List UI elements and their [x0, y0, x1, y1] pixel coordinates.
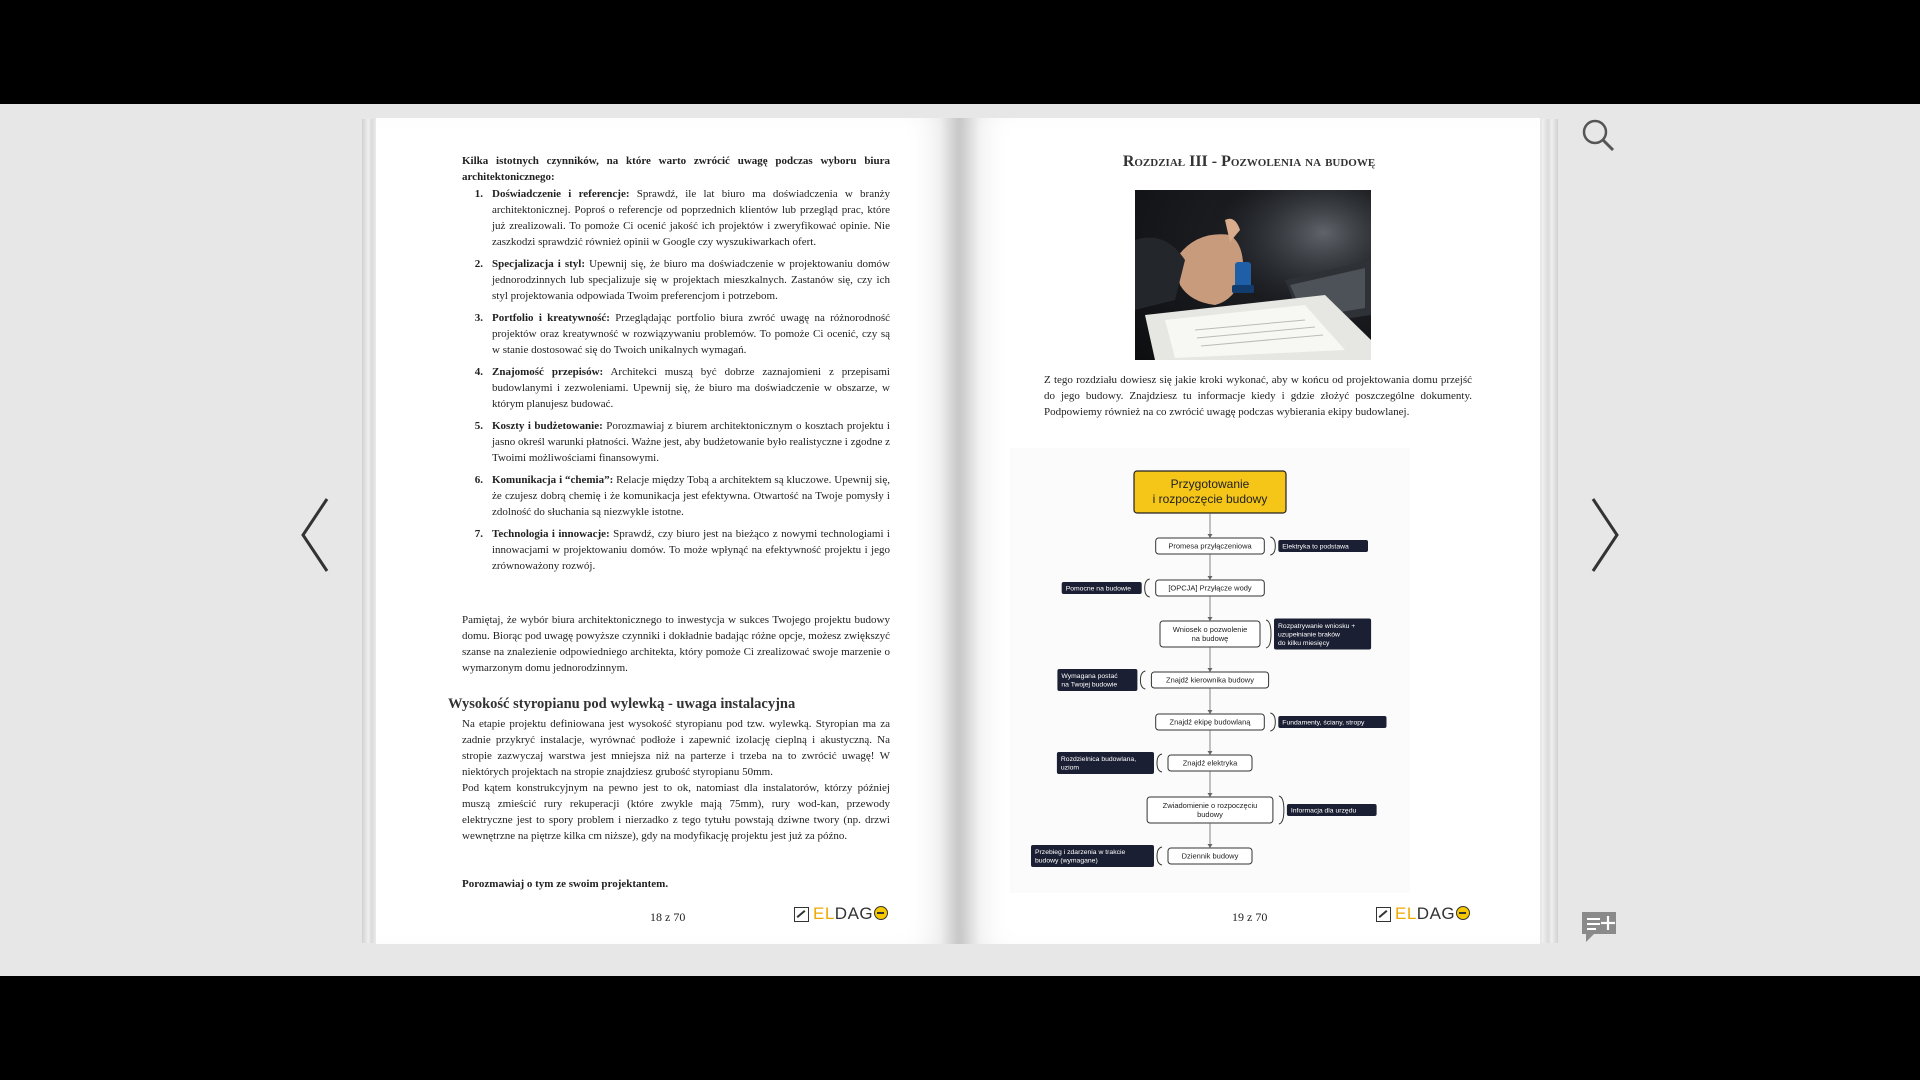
logo-o-icon [874, 906, 888, 920]
book-spine [940, 118, 980, 944]
flow-note-text: uzupełnianie braków [1278, 631, 1340, 639]
factor-title: Technologia i innowacje: [492, 528, 610, 540]
eldago-logo [1376, 904, 1470, 924]
bottom-letterbox [0, 976, 1920, 1080]
flow-step-label: Wniosek o pozwolenie [1172, 625, 1248, 635]
factor-body [492, 186, 890, 250]
factor-title: Doświadczenie i referencje: [492, 188, 630, 200]
factors-intro: Kilka istotnych czynników, na które warto zwrócić uwagę podczas wyboru biura architektonicznego: [462, 155, 890, 183]
logo-text-dag: DAG [834, 904, 874, 923]
logo-mark-icon [1376, 907, 1391, 922]
flow-note-text: Wymagana postać [1061, 673, 1118, 681]
chevron-right-icon [1585, 495, 1625, 575]
page-stack-right [1542, 119, 1558, 943]
add-note-button[interactable] [1580, 910, 1618, 946]
flow-note-text: Elektryka to podstawa [1282, 543, 1349, 551]
factor-text: Upewnij się, że biuro ma doświadczenie w projektowaniu domów jednorodzinnych lub specjalizuje się w projektach mieszkalnych. Zastanów się, czy ich styl projektowania odpowiada Twoim preferencjom i potrzebom. [492, 258, 890, 302]
eldago-logo [794, 904, 888, 924]
chapter-photo [1135, 190, 1371, 360]
factor-item [462, 472, 890, 520]
flowchart-svg [1010, 448, 1410, 893]
factor-title: Komunikacja i “chemia”: [492, 474, 614, 486]
page-right[interactable] [958, 118, 1540, 944]
flow-note-text: Rozdzielnica budowlana, [1060, 756, 1137, 764]
search-button[interactable] [1580, 117, 1616, 153]
factor-number: 4. [474, 366, 483, 378]
factor-text: Sprawdź, czy biuro jest na bieżąco z nowymi technologiami i innowacjami w projektowaniu domów. To może wpłynąć na efektywność projektu i jego zrównoważony rozwój. [492, 528, 890, 572]
section-paragraph: Na etapie projektu definiowana jest wysokość styropianu pod tzw. wylewką. Styropian ma za zadnie przykryć instalacje, wyrównać podłoże i zapewnić izolację cieplną i akustyczną. Na stropie zazwyczaj warstwa jest mniejsza niż na parterze i trzeba na to zwrócić uwagę! W niektórych projektach na stropie znajdziesz grubość styropianu 50mm. [462, 718, 890, 778]
search-icon [1580, 117, 1616, 153]
factor-number: 2. [474, 258, 483, 270]
flow-step-label: Znajdź kierownika budowy [1166, 675, 1254, 685]
factor-text: Architekci muszą być dobrze zaznajomieni z przepisami budowlanymi i zezwoleniami. Upewnij się, że biuro ma doświadczenie w obszarze, w którym planujesz budować. [492, 366, 890, 410]
closing-note: Porozmawiaj o tym ze swoim projektantem. [462, 878, 669, 890]
flow-note-text: budowy (wymagane) [1035, 857, 1098, 865]
logo-text-el: EL [1395, 904, 1417, 923]
page-number: 19 z 70 [1232, 910, 1268, 924]
factor-item [462, 310, 890, 358]
factor-text: Relacje między Tobą a architektem są kluczowe. Upewnij się, że czujesz dobrą chemię i że komunikacja jest efektywna. Otwartość na Twoje pomysły i zdolność do słuchania są niezwykle istotne. [492, 474, 890, 518]
factor-body [492, 256, 890, 304]
factor-body [492, 472, 890, 520]
factor-number: 6. [474, 474, 483, 486]
factor-number: 3. [474, 312, 483, 324]
chapter-intro: Z tego rozdziału dowiesz się jakie kroki wykonać, aby w końcu od projektowania domu przejść do jego budowy. Znajdziesz tu informacje kiedy i gdzie złożyć poszczególne dokumenty. Podpowiemy również na co zwrócić uwagę podczas wybierania ekipy budowlanej. [1044, 374, 1472, 418]
flow-step-label: Promesa przyłączeniowa [1168, 541, 1252, 551]
add-note-icon [1580, 910, 1618, 946]
flow-note-text: Rozpatrywanie wniosku + [1278, 622, 1356, 630]
factor-item [462, 186, 890, 250]
page-number: 18 z 70 [650, 910, 686, 924]
flow-start-subtitle: i rozpoczęcie budowy [1152, 492, 1268, 506]
factor-item [462, 364, 890, 412]
factor-text: Przeglądając portfolio biura zwróć uwagę na różnorodność projektów oraz kreatywność w rozwiązywaniu problemów. To pomoże Ci ocenić, czy są w stanie dostosować się do Twoich unikalnych wymagań. [492, 312, 890, 356]
flow-step-label: Znajdź elektryka [1182, 758, 1238, 768]
flow-step-label: budowy [1197, 810, 1223, 820]
logo-o-icon [1456, 906, 1470, 920]
summary-paragraph: Pamiętaj, że wybór biura architektonicznego to inwestycja w sukces Twojego projektu budowy domu. Biorąc pod uwagę powyższe czynniki i dokładnie badając różne opcje, możesz zwiększyć szanse na znalezienie odpowiedniego architekta, który pomoże Ci zrealizować swoje marzenie o wymarzonym domu jednorodzinnym. [462, 614, 890, 674]
factor-title: Portfolio i kreatywność: [492, 312, 610, 324]
flow-note-text: Informacja dla urzędu [1290, 807, 1357, 815]
construction-flowchart [1010, 448, 1410, 893]
chevron-left-icon [295, 495, 335, 575]
factor-item [462, 526, 890, 574]
flow-step-label: Znajdź ekipę budowlaną [1169, 717, 1251, 727]
factor-item [462, 418, 890, 466]
flow-note-text: Fundamenty, ściany, stropy [1282, 719, 1365, 727]
flow-note-text: uziom [1060, 764, 1080, 772]
logo-text-el: EL [813, 904, 835, 923]
factor-number: 7. [474, 528, 483, 540]
section-body [462, 716, 890, 844]
factor-title: Specjalizacja i styl: [492, 258, 586, 270]
factor-item [462, 256, 890, 304]
flow-step-label: [OPCJA] Przyłącze wody [1168, 583, 1252, 593]
factor-text: Porozmawiaj z biurem architektonicznym o kosztach projektu i jasno określ warunki płatności. Ważne jest, aby budżetowanie było realistyczne i zgodne z Twoimi możliwościami finansowymi. [492, 420, 890, 464]
stamping-document-photo [1135, 190, 1371, 360]
factor-text: Sprawdź, ile lat biuro ma doświadczenia w branży architektonicznej. Poproś o referencje od poprzednich klientów lub przegląd prac, które już zrealizowali. To pomoże Ci ocenić jakość ich projektów i zweryfikować opinie. Nie zaszkodzi sprawdzić również opinii w Google czy wyszukiwarkach ofert. [492, 188, 890, 248]
logo-text-dag: DAG [1416, 904, 1456, 923]
flow-step-label: Zwiadomienie o rozpoczęciu [1162, 801, 1258, 811]
section-heading: Wysokość styropianu pod wylewką - uwaga instalacyjna [448, 696, 796, 712]
section-paragraph: Pod kątem konstrukcyjnym na pewno jest to ok, natomiast dla instalatorów, którzy później muszą zmieścić rury rekuperacji (które zwykle mają 75mm), rury wod-kan, przewody elektryczne jest to spory problem i nierzadko z tego tytułu powstają dziwne twory (np. drzwi wewnętrzne na piętrze kilka cm niższe), gdy na modyfikację projektu jest już za późno. [462, 782, 890, 842]
factor-title: Koszty i budżetowanie: [492, 420, 603, 432]
flow-note-text: Przebieg i zdarzenia w trakcie [1035, 849, 1126, 857]
factor-list [462, 186, 890, 580]
factor-body [492, 310, 890, 358]
flow-note-text: na Twojej budowie [1061, 681, 1118, 689]
logo-mark-icon [794, 907, 809, 922]
page-left[interactable] [376, 118, 958, 944]
flow-start-title: Przygotowanie [1170, 477, 1250, 491]
flow-note-text: Pomocne na budowie [1065, 585, 1132, 593]
factor-number: 1. [474, 188, 483, 200]
factor-body [492, 418, 890, 466]
top-letterbox [0, 0, 1920, 104]
flow-note-text: do kilku miesięcy [1278, 639, 1330, 647]
factor-body [492, 526, 890, 574]
factor-body [492, 364, 890, 412]
flow-step-label: Dziennik budowy [1181, 851, 1239, 861]
factor-title: Znajomość przepisów: [492, 366, 604, 378]
chapter-title: Rozdział III - Pozwolenia na budowę [1122, 153, 1376, 170]
next-page-button[interactable] [1585, 495, 1625, 575]
previous-page-button[interactable] [295, 495, 335, 575]
flow-step-label: na budowę [1191, 634, 1229, 644]
factor-number: 5. [474, 420, 483, 432]
